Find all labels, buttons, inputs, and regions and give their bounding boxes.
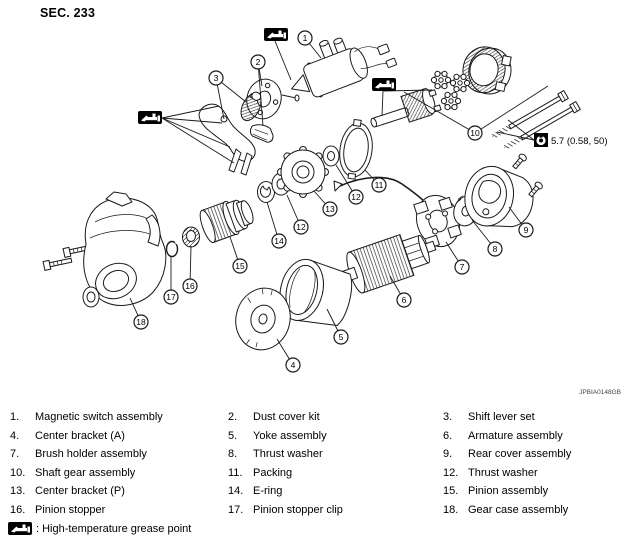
part-number: 15. [443, 485, 459, 498]
callout-16 [183, 246, 197, 293]
callout-13 [314, 191, 337, 216]
part-number: 17. [228, 503, 244, 516]
grease-point-marker [264, 28, 291, 80]
planet-gear-drawing [431, 71, 450, 88]
part-label: Pinion assembly [468, 485, 549, 498]
shaft-gear-drawing [366, 86, 441, 133]
part-number: 10. [10, 466, 26, 479]
callout-15 [230, 237, 247, 273]
part-label: Magnetic switch assembly [35, 411, 163, 423]
part-label: Yoke assembly [253, 429, 327, 442]
svg-text:8: 8 [492, 244, 498, 254]
part-label: Gear case assembly [468, 503, 569, 516]
section-title: SEC. 233 [40, 6, 96, 20]
part-number: 1. [10, 411, 20, 423]
part-number: 8. [228, 448, 238, 461]
part-number: 3. [443, 411, 453, 423]
part-number: 16. [10, 503, 26, 516]
part-label: Pinion stopper clip [253, 503, 343, 516]
parts-list-item [228, 504, 438, 523]
parts-list-item [10, 411, 222, 430]
part-label: Rear cover assembly [468, 448, 572, 461]
part-label: Brush holder assembly [35, 448, 147, 461]
svg-text:4: 4 [290, 360, 296, 370]
svg-text:2: 2 [255, 57, 261, 67]
callout-12 [287, 195, 308, 234]
grease-legend [8, 522, 191, 535]
svg-text:14: 14 [274, 236, 284, 246]
callout-17 [164, 257, 178, 304]
callout-14 [267, 202, 286, 248]
part-label: Thrust washer [468, 466, 538, 479]
parts-list-item [10, 485, 222, 504]
parts-list-item [228, 430, 438, 449]
planet-gear-drawing [441, 92, 460, 109]
part-label: Dust cover kit [253, 411, 320, 423]
magnetic-switch-drawing [280, 19, 398, 105]
callout-7 [446, 242, 469, 274]
part-number: 7. [10, 448, 20, 461]
svg-text:6: 6 [401, 295, 407, 305]
figure-code: JPBIA0148GB [579, 389, 621, 396]
svg-text:15: 15 [235, 261, 245, 271]
thrust-washer-drawing [323, 146, 339, 166]
parts-list-item [228, 411, 438, 430]
part-label: Packing [253, 466, 293, 479]
parts-list-item [443, 448, 623, 467]
dust-cover-cap-drawing [249, 123, 275, 143]
parts-list-item [228, 467, 438, 486]
part-label: E-ring [253, 485, 283, 498]
gear-case-drawing [43, 192, 166, 307]
part-number: 6. [443, 429, 453, 442]
callout-4 [277, 339, 300, 372]
part-number: 9. [443, 448, 453, 461]
pinion-drawing [197, 194, 257, 245]
part-label: Center bracket (P) [35, 485, 125, 498]
parts-list-item [443, 411, 623, 430]
svg-text:7: 7 [459, 262, 465, 272]
parts-list-item [10, 430, 222, 449]
torque-value: 5.7 (0.58, 50) [551, 136, 608, 147]
part-number: 18. [443, 503, 459, 516]
exploded-view-drawing [43, 19, 580, 355]
svg-text:13: 13 [325, 204, 335, 214]
part-label: Center bracket (A) [35, 429, 125, 442]
part-number: 12. [443, 466, 459, 479]
parts-list-item [228, 485, 438, 504]
parts-list-item [10, 504, 222, 523]
parts-list-item [10, 467, 222, 486]
svg-text:5: 5 [338, 332, 344, 342]
svg-text:11: 11 [374, 180, 384, 190]
svg-text:16: 16 [185, 281, 195, 291]
part-number: 13. [10, 485, 26, 498]
part-number: 11. [228, 466, 243, 479]
grease-icon [8, 522, 32, 535]
callout-1 [298, 31, 321, 58]
parts-list-column-2 [228, 411, 438, 523]
svg-text:12: 12 [351, 192, 361, 202]
svg-text:17: 17 [166, 292, 176, 302]
parts-list-item [228, 448, 438, 467]
center-bracket-p-drawing [278, 147, 329, 198]
part-label: Armature assembly [468, 429, 563, 442]
grease-legend-label: : High-temperature grease point [36, 522, 192, 535]
part-label: Shift lever set [468, 411, 535, 423]
svg-text:3: 3 [213, 73, 219, 83]
pinion-stopper-drawing [183, 227, 200, 247]
svg-text:10: 10 [470, 128, 480, 138]
callout-6 [390, 276, 411, 307]
packing-drawing [336, 118, 376, 181]
part-number: 2. [228, 411, 238, 423]
part-number: 14. [228, 485, 244, 498]
parts-list-item [443, 467, 623, 486]
parts-list-item [443, 485, 623, 504]
part-number: 4. [10, 429, 20, 442]
parts-list-column-1 [10, 411, 222, 523]
callout-11 [365, 170, 386, 192]
pinion-stopper-clip-drawing [167, 242, 179, 257]
part-label: Shaft gear assembly [35, 466, 136, 479]
part-number: 5. [228, 429, 238, 442]
part-label: Pinion stopper [35, 503, 106, 516]
parts-list-item [10, 448, 222, 467]
parts-list-item [443, 430, 623, 449]
svg-text:12: 12 [296, 222, 306, 232]
part-label: Thrust washer [253, 448, 323, 461]
parts-list-item [443, 504, 623, 523]
screw-drawing [511, 153, 527, 170]
parts-list-column-3 [443, 411, 623, 523]
svg-text:1: 1 [302, 33, 308, 43]
svg-text:18: 18 [136, 317, 146, 327]
svg-text:9: 9 [523, 225, 529, 235]
internal-gear-drawing [459, 43, 516, 98]
